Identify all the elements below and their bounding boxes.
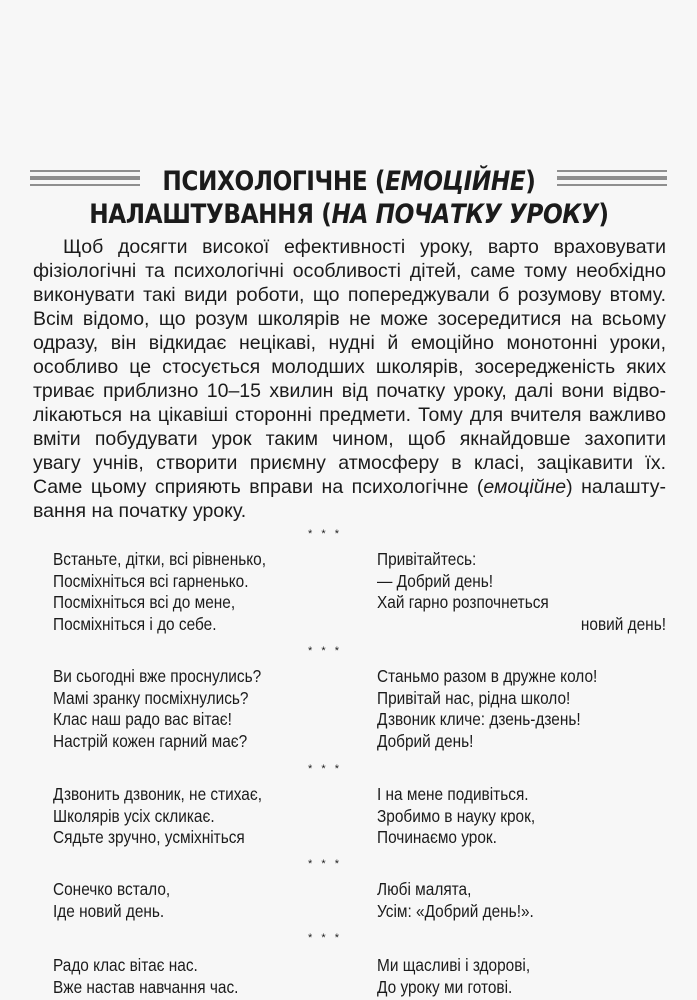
poem-line: Любі малята,	[377, 879, 472, 899]
poem-line: Посміхніться і до себе.	[53, 613, 217, 634]
poem-line: Встаньте, дітки, всі рівненько,	[53, 549, 267, 569]
paragraph-line: Всім відомо, що розум школярів не може зосередитися на всьому	[33, 308, 666, 330]
poem-5-left-column	[53, 955, 353, 998]
poem-line: Мамі зранку посміхнулись?	[53, 687, 249, 708]
paragraph-line: фізіологічні та психологічні особливості дітей, саме тому необхідно	[33, 260, 666, 282]
poem-line: Настрій кожен гарний має?	[53, 730, 248, 751]
title-italic-text: ЕМОЦІЙНЕ	[384, 166, 525, 197]
poem-line: І на мене подивіться.	[377, 784, 529, 804]
poem-line: Клас наш радо вас вітає!	[53, 709, 232, 729]
poem-line: Станьмо разом в дружне коло!	[377, 666, 598, 686]
intro-paragraph	[33, 235, 666, 523]
poem-line: Посміхніться всі до мене,	[53, 592, 236, 612]
poem-line: Ми щасливі і здорові,	[377, 955, 531, 975]
poem-2-left-column	[53, 666, 353, 752]
paragraph-line: вання на початку уроку.	[33, 500, 247, 522]
poem-1-right-column	[377, 549, 666, 635]
paragraph-line: лікаються на цікавіші сторонні предмети. Тому для вчителя важливо	[33, 404, 666, 426]
title-italic-text: НА ПОЧАТКУ УРОКУ	[331, 199, 598, 230]
paragraph-line: особливо це стосується молодших школярів, зосередженість яких	[33, 356, 666, 378]
poem-line: новий день!	[580, 613, 666, 634]
section-separator: * * *	[308, 528, 342, 540]
poem-line: Вже настав навчання час.	[53, 976, 239, 997]
poem-line: Починаємо урок.	[377, 827, 497, 847]
poem-line: Привітай нас, рідна школо!	[377, 687, 571, 708]
poem-1-left-column	[53, 549, 353, 635]
poem-line: Школярів усіх скликає.	[53, 805, 215, 826]
poem-4-right-column	[377, 879, 666, 922]
poem-2-right-column	[377, 666, 666, 752]
title-text: )	[524, 166, 536, 197]
page-title-line-2	[0, 199, 697, 230]
poem-line: — Добрий день!	[377, 570, 494, 591]
paragraph-line: вміти побудувати урок таким чином, щоб якнайдовше захопити	[33, 428, 666, 450]
poem-line: До уроку ми готові.	[377, 976, 513, 997]
paragraph-line: одразу, він відкидає нецікаві, нудні й емоційно монотонні уроки,	[33, 332, 666, 354]
poem-line: Дзвонить дзвоник, не стихає,	[53, 784, 262, 804]
poem-line: Зробимо в науку крок,	[377, 805, 536, 826]
title-text: ПСИХОЛОГІЧНЕ (	[161, 166, 385, 197]
poem-line: Добрий день!	[377, 730, 474, 751]
title-text: НАЛАШТУВАННЯ (	[88, 199, 332, 230]
poem-line: Усім: «Добрий день!».	[377, 900, 534, 921]
poem-line: Сядьте зручно, усміхніться	[53, 827, 245, 847]
title-text: )	[597, 199, 609, 230]
poem-line: Іде новий день.	[53, 900, 165, 921]
paragraph-line: виконувати такі види роботи, що попереджували б розумову втому.	[33, 284, 666, 306]
poem-3-right-column	[377, 784, 666, 849]
paragraph-text: Саме цьому сприяють вправи на психологічне (	[33, 476, 484, 498]
poem-line: Привітайтесь:	[377, 549, 477, 569]
poem-line: Дзвоник кличе: дзень-дзень!	[377, 709, 581, 729]
paragraph-line	[33, 475, 666, 499]
poem-line: Посміхніться всі гарненько.	[53, 570, 249, 591]
paragraph-line: Щоб досягти високої ефективності уроку, варто враховувати	[63, 236, 666, 258]
poem-line: Ви сьогодні вже проснулись?	[53, 666, 262, 686]
section-separator: * * *	[308, 858, 342, 870]
poem-line: Сонечко встало,	[53, 879, 171, 899]
poem-line: Радо клас вітає нас.	[53, 955, 198, 975]
paragraph-line: триває приблизно 10–15 хвилин від початку уроку, далі вони відво-	[33, 380, 666, 402]
poem-3-left-column	[53, 784, 353, 849]
section-separator: * * *	[308, 645, 342, 657]
poem-5-right-column	[377, 955, 666, 998]
paragraph-italic-text: емоційне	[483, 476, 567, 498]
poem-line: Хай гарно розпочнеться	[377, 592, 549, 612]
page-title-line-1	[0, 166, 697, 197]
paragraph-text: ) налашту-	[566, 476, 666, 498]
poem-4-left-column	[53, 879, 353, 922]
section-separator: * * *	[308, 932, 342, 944]
section-separator: * * *	[308, 763, 342, 775]
paragraph-line: увагу учнів, створити приємну атмосферу в класі, зацікавити їх.	[33, 452, 666, 474]
